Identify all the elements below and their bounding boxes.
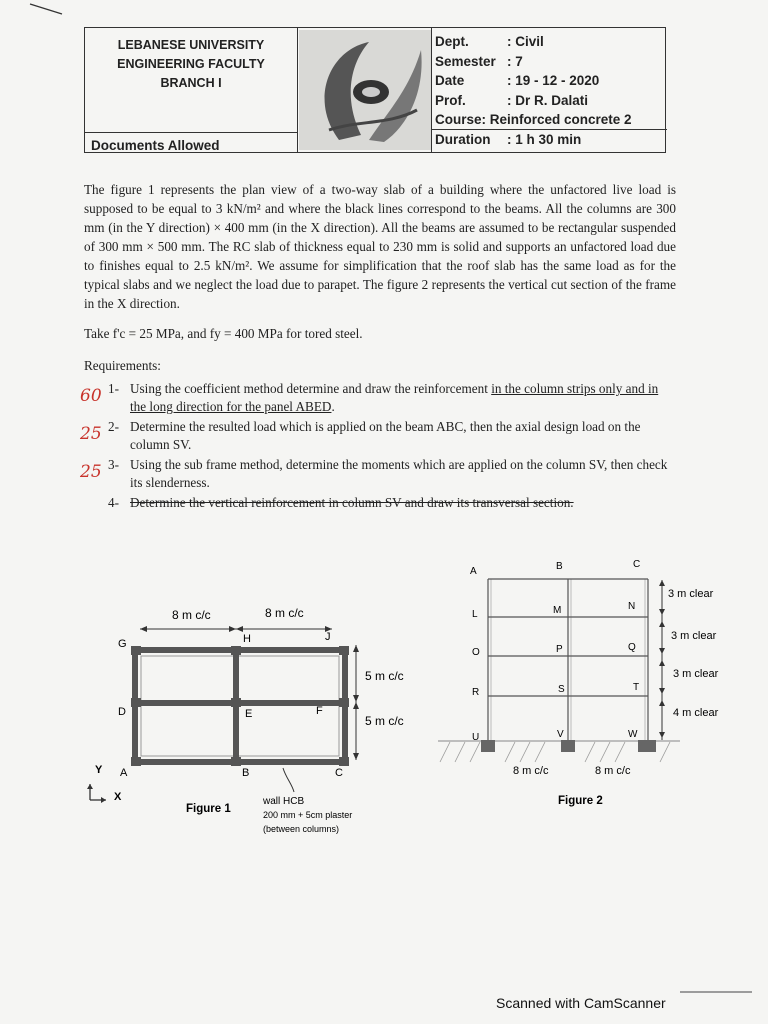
figure-2-frame bbox=[438, 559, 719, 807]
node-label: W bbox=[628, 729, 638, 740]
node-label: N bbox=[628, 601, 636, 612]
grade-mark: 25 bbox=[80, 424, 102, 444]
footing bbox=[561, 740, 575, 752]
column bbox=[339, 646, 349, 655]
span-label: 8 m c/c bbox=[513, 765, 549, 777]
university-name: LEBANESE UNIVERSITY ENGINEERING FACULTY BRANCH I bbox=[117, 38, 265, 90]
node-label: U bbox=[472, 732, 480, 743]
column bbox=[339, 698, 349, 707]
axis-label: X bbox=[114, 791, 122, 803]
node-label: C bbox=[335, 767, 343, 779]
node-label: S bbox=[558, 684, 565, 695]
clear-height: 3 m clear bbox=[673, 668, 719, 680]
figure-caption: Figure 2 bbox=[558, 795, 603, 807]
span-label: 8 m c/c bbox=[595, 765, 631, 777]
node-label: A bbox=[120, 767, 128, 779]
node-label: P bbox=[556, 644, 563, 655]
wall-note: (between columns) bbox=[263, 824, 340, 834]
node-label: H bbox=[243, 633, 251, 645]
node-label: J bbox=[325, 631, 331, 643]
requirements-title: Requirements: bbox=[84, 358, 161, 373]
dim-label: 8 m c/c bbox=[265, 606, 304, 620]
material-properties: Take f'c = 25 MPa, and fy = 400 MPa for tored steel. bbox=[84, 326, 363, 341]
wall-note: wall HCB bbox=[263, 796, 305, 807]
figure-caption: Figure 1 bbox=[186, 803, 231, 815]
column bbox=[131, 757, 141, 766]
grade-mark: 25 bbox=[80, 462, 102, 482]
column bbox=[231, 698, 241, 707]
node-label: B bbox=[242, 767, 250, 779]
problem-statement: The figure 1 represents the plan view of a two-way slab of a building where the unfactored live load is supposed to be equal to 3 kN/m² and where the black lines correspond to the beams. All the columns are 300 mm (in the Y direction) × 400 mm (in the X direction). All the beams are assumed to be rectangular suspended of 300 mm × 500 mm. The RC slab of thickness equal to 230 mm is solid and supports an unfactored load due to finishes equal to 2.5 kN/m². We assume for simplification that the roof slab has the same load as for the typical slabs and we neglect the load due to parapet. The figure 2 represents the vertical cut section of the frame in the X direction. bbox=[84, 182, 676, 311]
node-label: A bbox=[470, 566, 477, 577]
documents-allowed: Documents Allowed bbox=[91, 138, 220, 153]
column bbox=[131, 698, 141, 707]
clear-height: 4 m clear bbox=[673, 707, 719, 719]
node-label: C bbox=[633, 559, 641, 570]
dim-label: 5 m c/c bbox=[365, 669, 404, 683]
course-info: Dept. : Civil Semester : 7 Date : 19 - 12 - 2020 Prof. : Dr R. Dalati Course: Reinforced concrete 2 bbox=[435, 34, 632, 127]
exam-duration: Duration : 1 h 30 min bbox=[435, 132, 582, 147]
node-label: M bbox=[553, 605, 562, 616]
node-label: V bbox=[557, 729, 564, 740]
leader-line bbox=[283, 768, 294, 792]
column bbox=[339, 757, 349, 766]
requirement-item: 2- Determine the resulted load which is applied on the beam ABC, then the axial design load on the column SV. bbox=[108, 419, 641, 452]
column bbox=[231, 646, 241, 655]
clear-height: 3 m clear bbox=[668, 588, 714, 600]
node-label: Q bbox=[628, 642, 636, 653]
node-label: G bbox=[118, 638, 127, 650]
scanner-watermark: Scanned with CamScanner bbox=[496, 995, 666, 1011]
dim-label: 8 m c/c bbox=[172, 608, 211, 622]
dim-label: 5 m c/c bbox=[365, 714, 404, 728]
column bbox=[231, 757, 241, 766]
figure-1-plan bbox=[87, 606, 404, 834]
grade-mark: 60 bbox=[80, 386, 102, 406]
node-label: O bbox=[472, 647, 480, 658]
axis-label: Y bbox=[95, 764, 103, 776]
ground-hatch bbox=[440, 742, 670, 762]
node-label: B bbox=[556, 561, 563, 572]
node-label: F bbox=[316, 705, 323, 717]
node-label: E bbox=[245, 708, 253, 720]
requirement-item: 1- Using the coefficient method determine and draw the reinforcement in the column strips only and in the long direction for the panel ABED. bbox=[108, 381, 659, 414]
clear-height: 3 m clear bbox=[671, 630, 717, 642]
node-label: D bbox=[118, 706, 126, 718]
column bbox=[131, 646, 141, 655]
scan-stroke bbox=[30, 4, 62, 14]
wall-note: 200 mm + 5cm plaster bbox=[263, 810, 353, 820]
requirement-item: 4- Determine the vertical reinforcement in column SV and draw its transversal section. bbox=[108, 495, 574, 510]
node-label: L bbox=[472, 609, 478, 620]
footing bbox=[481, 740, 495, 752]
footing bbox=[638, 740, 656, 752]
requirement-item: 3- Using the sub frame method, determine the moments which are applied on the column SV, then check its slenderness. bbox=[108, 457, 668, 490]
node-label: R bbox=[472, 687, 480, 698]
node-label: T bbox=[633, 682, 640, 693]
